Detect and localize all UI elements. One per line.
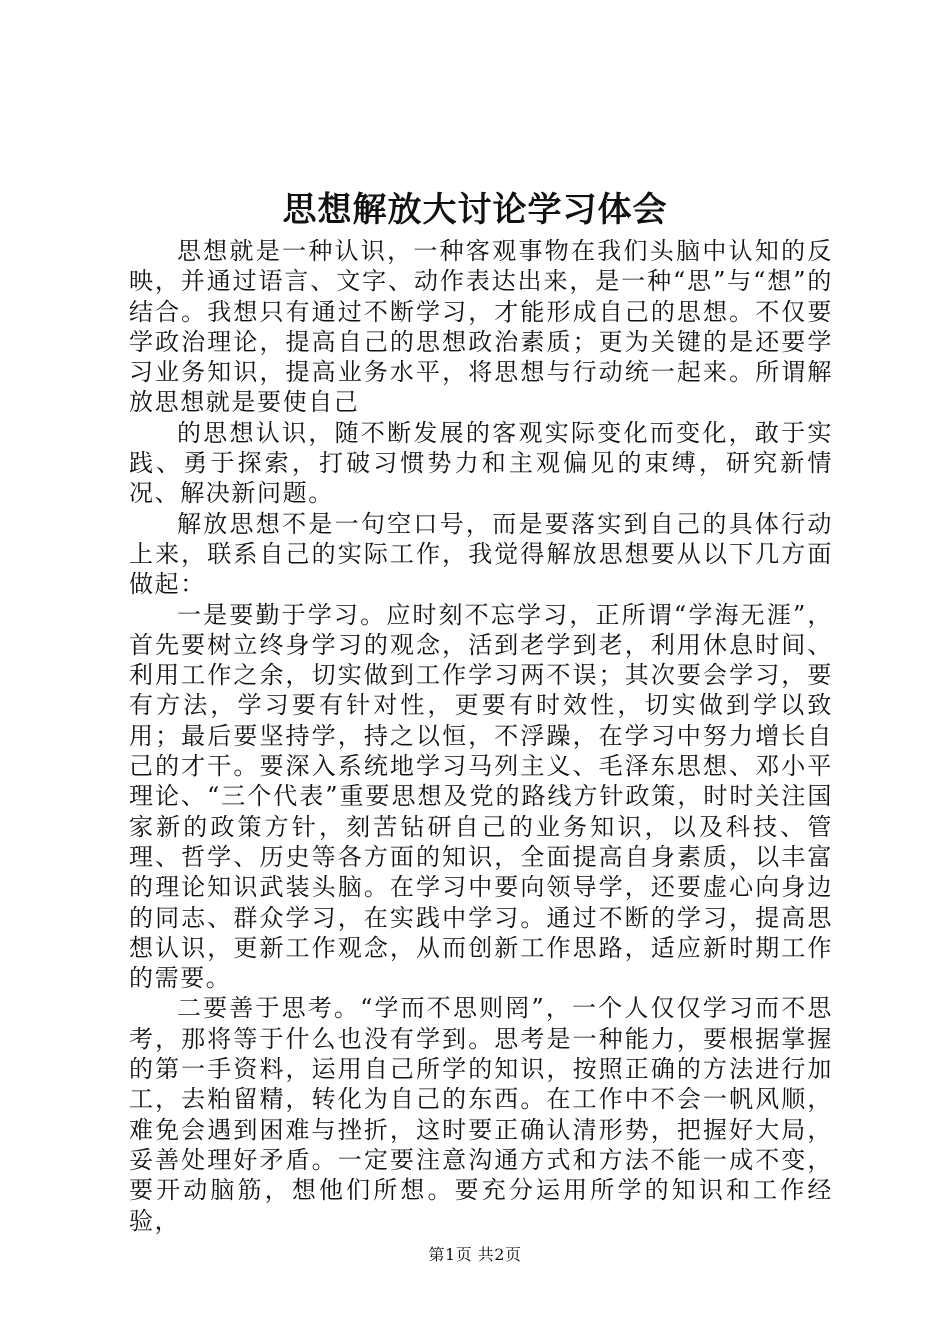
paragraph-1: 思想就是一种认识，一种客观事物在我们头脑中认知的反映，并通过语言、文字、动作表达出来，是一种“思”与“想”的结合。我想只有通过不断学习，才能形成自己的思想。不仅要学政治理论，提高自己的思想政治素质；更为关键的是还要学习业务知识，提高业务水平，将思想与行动统一起来。所谓解放思想就是要使自己 <box>129 237 833 417</box>
document-body <box>129 236 833 1236</box>
paragraph-4: 一是要勤于学习。应时刻不忘学习，正所谓“学海无涯”，首先要树立终身学习的观念，活到老学到老，利用休息时间、利用工作之余，切实做到工作学习两不误；其次要会学习，要有方法，学习要有针对性，更要有时效性，切实做到学以致用；最后要坚持学，持之以恒，不浮躁，在学习中努力增长自己的才干。要深入系统地学习马列主义、毛泽东思想、邓小平理论、“三个代表”重要思想及党的路线方针政策，时时关注国家新的政策方针，刻苦钻研自己的业务知识，以及科技、管理、哲学、历史等各方面的知识，全面提高自身素质，以丰富的理论知识武装头脑。在学习中要向领导学，还要虚心向身边的同志、群众学习，在实践中学习。通过不断的学习，提高思想认识，更新工作观念，从而创新工作思路，适应新时期工作的需要。 <box>129 600 833 993</box>
paragraph-3: 解放思想不是一句空口号，而是要落实到自己的具体行动上来，联系自己的实际工作，我觉得解放思想要从以下几方面做起： <box>129 509 833 599</box>
paragraph-2: 的思想认识，随不断发展的客观实际变化而变化，敢于实践、勇于探索，打破习惯势力和主观偏见的束缚，研究新情况、解决新问题。 <box>129 418 833 508</box>
page-footer: 第1页 共2页 <box>428 1245 522 1264</box>
paragraph-5: 二要善于思考。“学而不思则罔”，一个人仅仅学习而不思考，那将等于什么也没有学到。思考是一种能力，要根据掌握的第一手资料，运用自己所学的知识，按照正确的方法进行加工，去粕留精，转化为自己的东西。在工作中不会一帆风顺，难免会遇到困难与挫折，这时要正确认清形势，把握好大局，妥善处理好矛盾。一定要注意沟通方式和方法不能一成不变，要开动脑筋，想他们所想。要充分运用所学的知识和工作经验， <box>129 994 833 1235</box>
document-title: 思想解放大讨论学习体会 <box>282 190 668 230</box>
